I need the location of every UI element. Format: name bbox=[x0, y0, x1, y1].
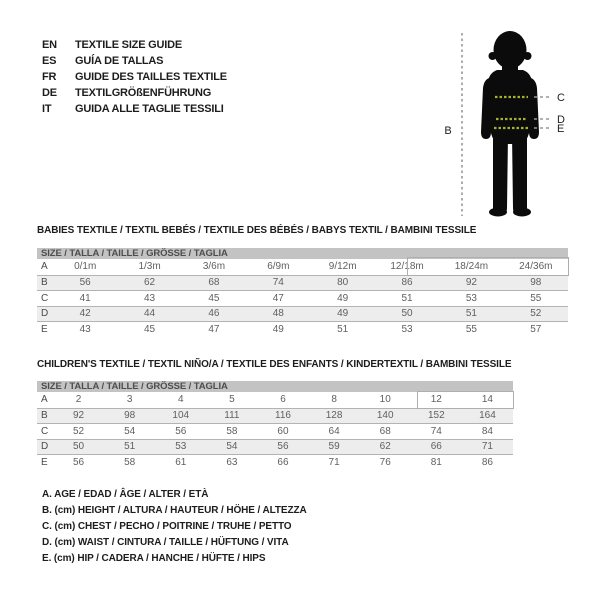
language-code: DE bbox=[42, 87, 57, 99]
chest-label: C bbox=[557, 92, 565, 104]
legend-item: C. (cm) CHEST / PECHO / POITRINE / TRUHE / PETTO bbox=[42, 520, 292, 532]
table-row-d bbox=[37, 306, 568, 322]
legend-item: A. AGE / EDAD / ÂGE / ALTER / ETÀ bbox=[42, 488, 209, 500]
table-row-b bbox=[37, 408, 513, 424]
table-cell: 52 bbox=[530, 308, 542, 320]
table-row-a bbox=[37, 259, 568, 275]
legend-item: D. (cm) WAIST / CINTURA / TAILLE / HÜFTUNG / VITA bbox=[42, 536, 289, 548]
table-cell: 84 bbox=[481, 425, 493, 437]
table-cell: 12 bbox=[430, 394, 442, 406]
table-cell: 52 bbox=[72, 425, 85, 437]
table-cell: 58 bbox=[124, 456, 136, 468]
table-cell: 46 bbox=[208, 308, 220, 320]
table-row-a bbox=[37, 392, 513, 408]
table-cell: 56 bbox=[175, 425, 187, 437]
row-label: B bbox=[41, 410, 48, 422]
table-row-e bbox=[37, 321, 568, 337]
language-row bbox=[42, 53, 227, 69]
table-cell: 42 bbox=[79, 308, 91, 320]
table-cell: 152 bbox=[427, 410, 445, 422]
table-cell: 51 bbox=[465, 308, 477, 320]
measurement-figure bbox=[435, 22, 585, 222]
row-label: B bbox=[41, 277, 48, 289]
table-cell: 2 bbox=[75, 394, 82, 406]
table-cell: 44 bbox=[144, 308, 156, 320]
table-cell: 6/9m bbox=[267, 261, 290, 273]
guide-title-text: GUIDE DES TAILLES TEXTILE bbox=[75, 71, 227, 83]
table-header-bar: SIZE / TALLA / TAILLE / GRÖSSE / TAGLIA bbox=[37, 248, 568, 259]
table-cell: 60 bbox=[277, 425, 289, 437]
babies-table-title: BABIES TEXTILE / TEXTIL BEBÉS / TEXTILE DES BÉBÉS / BABYS TEXTIL / BAMBINI TESSILE bbox=[37, 225, 477, 236]
row-label: E bbox=[41, 456, 48, 468]
table-cell: 104 bbox=[172, 410, 190, 422]
table-cell: 0/1m bbox=[74, 261, 97, 273]
table-cell: 50 bbox=[72, 441, 85, 453]
height-label: B bbox=[444, 125, 452, 137]
table-cell: 68 bbox=[379, 425, 391, 437]
row-label: A bbox=[41, 394, 48, 406]
table-row-d bbox=[37, 439, 513, 455]
table-cell: 57 bbox=[530, 323, 542, 335]
waist-label: D bbox=[557, 114, 565, 126]
table-cell: 9/12m bbox=[328, 261, 357, 273]
table-cell: 66 bbox=[430, 441, 442, 453]
table-cell: 64 bbox=[328, 425, 340, 437]
table-cell: 59 bbox=[328, 441, 340, 453]
child-silhouette-graphic bbox=[435, 22, 585, 222]
table-cell: 6 bbox=[280, 394, 286, 406]
table-cell: 47 bbox=[272, 292, 284, 304]
table-cell: 41 bbox=[79, 292, 91, 304]
table-cell: 50 bbox=[401, 308, 413, 320]
table-cell: 51 bbox=[124, 441, 136, 453]
table-cell: 53 bbox=[401, 323, 413, 335]
table-cell: 47 bbox=[208, 323, 220, 335]
language-row bbox=[42, 69, 227, 85]
guide-title-text: TEXTILGRÖßENFÜHRUNG bbox=[75, 87, 212, 99]
table-cell: 128 bbox=[325, 410, 343, 422]
table-row-e bbox=[37, 454, 513, 470]
table-cell: 71 bbox=[481, 441, 493, 453]
table-cell: 14 bbox=[481, 394, 493, 406]
table-cell: 5 bbox=[229, 394, 235, 406]
table-cell: 111 bbox=[224, 410, 240, 422]
table-cell: 49 bbox=[337, 308, 349, 320]
language-code: EN bbox=[42, 39, 57, 51]
table-header-bar: SIZE / TALLA / TAILLE / GRÖSSE / TAGLIA bbox=[37, 381, 513, 392]
row-label: C bbox=[41, 292, 49, 304]
table-cell: 45 bbox=[144, 323, 156, 335]
language-title-list bbox=[42, 37, 227, 117]
table-cell: 86 bbox=[401, 277, 413, 289]
table-cell: 164 bbox=[479, 410, 496, 422]
table-row-c bbox=[37, 290, 568, 306]
language-code: FR bbox=[42, 71, 57, 83]
table-cell: 66 bbox=[277, 456, 289, 468]
table-cell: 54 bbox=[226, 441, 238, 453]
table-row-b bbox=[37, 275, 568, 291]
table-cell: 76 bbox=[379, 456, 391, 468]
language-code: IT bbox=[42, 103, 52, 115]
table-cell: 56 bbox=[277, 441, 289, 453]
table-cell: 63 bbox=[226, 456, 238, 468]
language-code: ES bbox=[42, 55, 57, 67]
table-cell: 61 bbox=[175, 456, 187, 468]
row-label: A bbox=[41, 261, 48, 273]
table-cell: 49 bbox=[337, 292, 349, 304]
height-line bbox=[444, 33, 462, 216]
table-cell: 48 bbox=[272, 308, 284, 320]
table-cell: 86 bbox=[481, 456, 493, 468]
table-cell: 4 bbox=[177, 394, 184, 406]
language-row bbox=[42, 101, 227, 117]
table-cell: 8 bbox=[331, 394, 337, 406]
language-row bbox=[42, 85, 227, 101]
guide-title-text: TEXTILE SIZE GUIDE bbox=[75, 39, 183, 51]
children-size-table bbox=[37, 381, 513, 470]
table-cell: 116 bbox=[275, 410, 291, 422]
table-cell: 51 bbox=[337, 323, 349, 335]
table-cell: 62 bbox=[379, 441, 391, 453]
row-label: D bbox=[41, 441, 49, 453]
child-silhouette bbox=[481, 31, 539, 217]
table-cell: 74 bbox=[430, 425, 442, 437]
row-label: E bbox=[41, 323, 48, 335]
table-cell: 53 bbox=[465, 292, 477, 304]
table-cell: 98 bbox=[530, 277, 542, 289]
table-cell: 55 bbox=[465, 323, 477, 335]
table-cell: 140 bbox=[376, 410, 394, 422]
table-cell: 92 bbox=[72, 410, 85, 422]
row-label: D bbox=[41, 308, 49, 320]
table-cell: 51 bbox=[401, 292, 413, 304]
table-row-c bbox=[37, 423, 513, 439]
table-cell: 54 bbox=[124, 425, 136, 437]
legend-item: B. (cm) HEIGHT / ALTURA / HAUTEUR / HÖHE / ALTEZZA bbox=[42, 504, 307, 516]
table-cell: 56 bbox=[72, 456, 85, 468]
table-cell: 55 bbox=[530, 292, 542, 304]
table-cell: 53 bbox=[175, 441, 187, 453]
table-cell: 24/36m bbox=[519, 261, 553, 273]
table-cell: 56 bbox=[79, 277, 91, 289]
guide-title-text: GUÍA DE TALLAS bbox=[75, 55, 164, 67]
table-cell: 3 bbox=[126, 394, 133, 406]
language-row bbox=[42, 37, 227, 53]
table-cell: 71 bbox=[328, 456, 340, 468]
table-cell: 43 bbox=[79, 323, 91, 335]
babies-size-table bbox=[37, 248, 568, 337]
table-cell: 92 bbox=[465, 277, 477, 289]
table-cell: 12/18m bbox=[390, 261, 424, 273]
table-cell: 49 bbox=[272, 323, 284, 335]
table-cell: 10 bbox=[379, 394, 391, 406]
table-cell: 58 bbox=[226, 425, 238, 437]
legend-item: E. (cm) HIP / CADERA / HANCHE / HÜFTE / HIPS bbox=[42, 552, 266, 564]
table-cell: 45 bbox=[208, 292, 220, 304]
table-cell: 18/24m bbox=[454, 261, 489, 273]
table-cell: 43 bbox=[144, 292, 156, 304]
row-label: C bbox=[41, 425, 49, 437]
children-table-title: CHILDREN'S TEXTILE / TEXTIL NIÑO/A / TEXTILE DES ENFANTS / KINDERTEXTIL / BAMBINI TESSILE bbox=[37, 359, 512, 370]
table-cell: 62 bbox=[144, 277, 156, 289]
hip-label: E bbox=[557, 123, 565, 135]
guide-title-text: GUIDA ALLE TAGLIE TESSILI bbox=[75, 103, 224, 115]
table-cell: 3/6m bbox=[202, 261, 226, 273]
table-cell: 68 bbox=[208, 277, 220, 289]
table-cell: 81 bbox=[430, 456, 442, 468]
table-cell: 80 bbox=[337, 277, 349, 289]
table-cell: 1/3m bbox=[138, 261, 161, 273]
table-cell: 98 bbox=[124, 410, 136, 422]
measurement-legend bbox=[42, 486, 307, 566]
table-cell: 74 bbox=[272, 277, 284, 289]
